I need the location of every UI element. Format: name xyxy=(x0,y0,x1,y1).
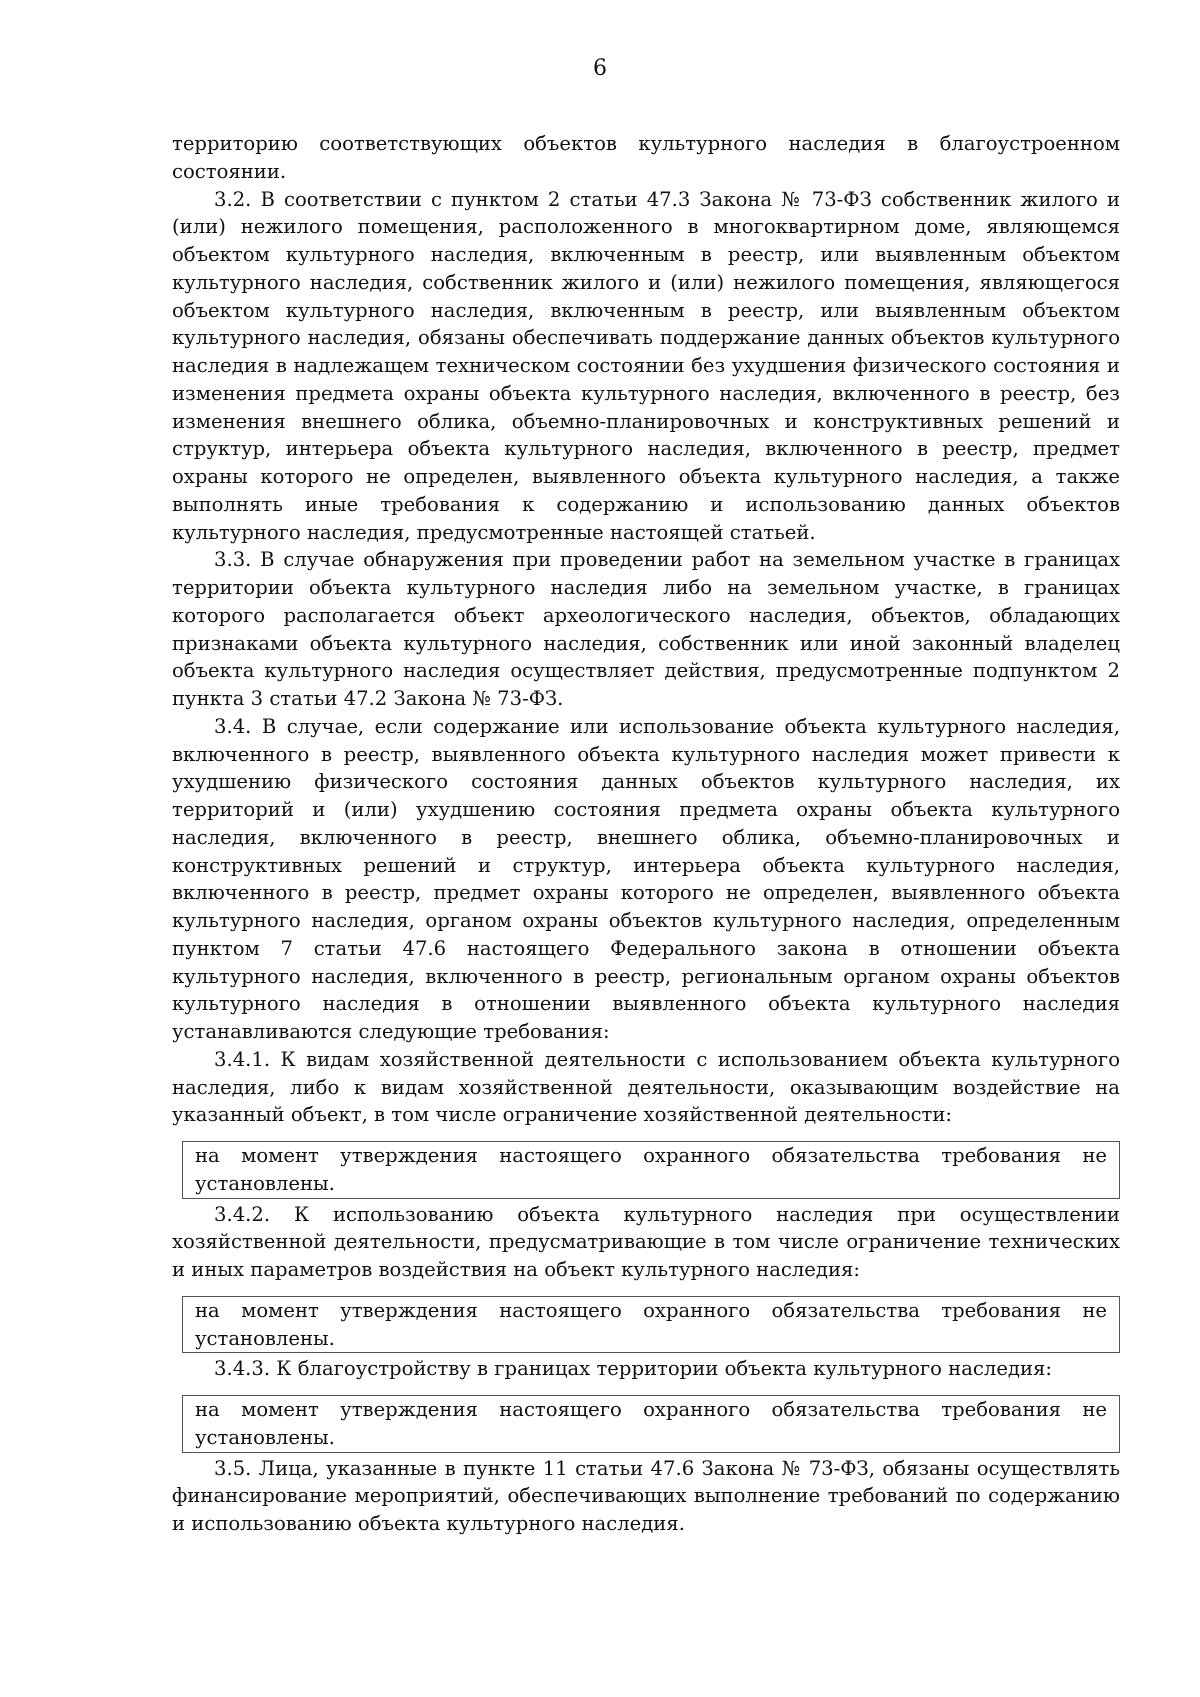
paragraph-3-5: 3.5. Лица, указанные в пункте 11 статьи 47.6 Закона № 73-ФЗ, обязаны осуществлять финансирование мероприятий, обеспечивающих выполнение требований по содержанию и использованию объекта культурного наследия. xyxy=(172,1456,1120,1535)
requirements-box-3: на момент утверждения настоящего охранного обязательства требования не установлены. xyxy=(182,1395,1120,1453)
requirements-box-1: на момент утверждения настоящего охранного обязательства требования не установлены. xyxy=(182,1141,1120,1199)
paragraph-3-4: 3.4. В случае, если содержание или использование объекта культурного наследия, включенного в реестр, выявленного объекта культурного наследия может привести к ухудшению физического состояния данных объектов культурного наследия, их территорий и (или) ухудшению состояния предмета охраны объекта культурного наследия, включенного в реестр, внешнего облика, объемно-планировочных и конструктивных решений и структур, интерьера объекта культурного наследия, включенного в реестр, предмет охраны которого не определен, выявленного объекта культурного наследия, органом охраны объектов культурного наследия, определенным пунктом 7 статьи 47.6 настоящего Федерального закона в отношении объекта культурного наследия, включенного в реестр, региональным органом охраны объектов культурного наследия в отношении выявленного объекта культурного наследия устанавливаются следующие требования: xyxy=(172,714,1120,1043)
paragraph-3-2: 3.2. В соответствии с пунктом 2 статьи 47.3 Закона № 73-ФЗ собственник жилого и (или) нежилого помещения, расположенного в многоквартирном доме, являющемся объектом культурного наследия, включенным в реестр, или выявленным объектом культурного наследия, собственник жилого и (или) нежилого помещения, являющегося объектом культурного наследия, включенным в реестр, или выявленным объектом культурного наследия, обязаны обеспечивать поддержание данных объектов культурного наследия в надлежащем техническом состоянии без ухудшения физического состояния и изменения предмета охраны объекта культурного наследия, включенного в реестр, без изменения внешнего облика, объемно-планировочных и конструктивных решений и структур, интерьера объекта культурного наследия, включенного в реестр, предмет охраны которого не определен, выявленного объекта культурного наследия, а также выполнять иные требования к содержанию и использованию данных объектов культурного наследия, предусмотренные настоящей статьей. xyxy=(172,187,1120,544)
paragraph-3-3: 3.3. В случае обнаружения при проведении работ на земельном участке в границах территории объекта культурного наследия либо на земельном участке, в границах которого располагается объект археологического наследия, объектов, обладающих признаками объекта культурного наследия, собственник или иной законный владелец объекта культурного наследия осуществляет действия, предусмотренные подпунктом 2 пункта 3 статьи 47.2 Закона № 73-ФЗ. xyxy=(172,548,1120,710)
document-body xyxy=(172,130,1120,1538)
requirements-box-2: на момент утверждения настоящего охранного обязательства требования не установлены. xyxy=(182,1296,1120,1354)
paragraph-3-4-2: 3.4.2. К использованию объекта культурного наследия при осуществлении хозяйственной деятельности, предусматривающие в том числе ограничение технических и иных параметров воздействия на объект культурного наследия: xyxy=(172,1202,1120,1281)
paragraph-3-4-1: 3.4.1. К видам хозяйственной деятельности с использованием объекта культурного наследия, либо к видам хозяйственной деятельности, оказывающим воздействие на указанный объект, в том числе ограничение хозяйственной деятельности: xyxy=(172,1047,1120,1127)
page-number: 6 xyxy=(593,56,607,81)
paragraph-3-4-3: 3.4.3. К благоустройству в границах территории объекта культурного наследия: xyxy=(214,1357,1053,1381)
paragraph-continuation: территорию соответствующих объектов культурного наследия в благоустроенном состоянии. xyxy=(172,132,1120,183)
